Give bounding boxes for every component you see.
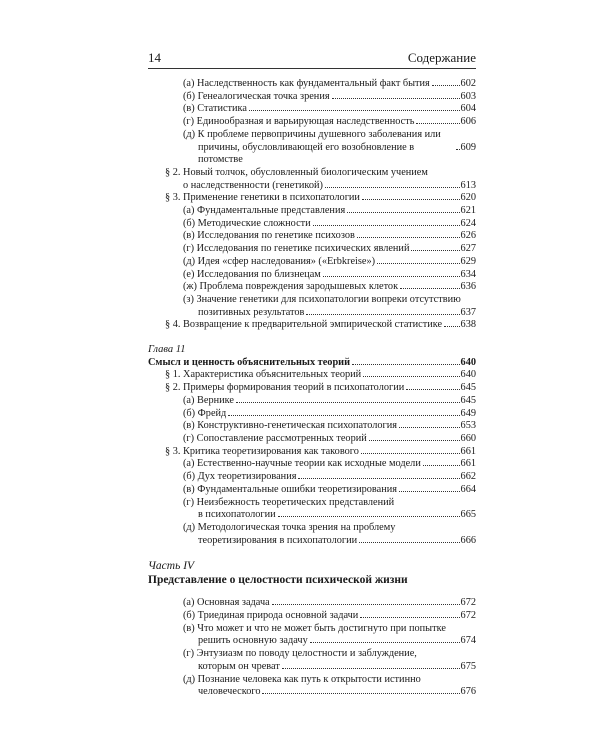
chapter-title: Смысл и ценность объяснительных теорий 640 (148, 356, 476, 368)
part-label: Часть IV (148, 560, 195, 573)
toc-entry: (д) Методологическая точка зрения на проблему теоретизирования в психопатологии 666 (183, 521, 476, 546)
toc-entry: (а) Основная задача 672 (183, 597, 476, 609)
toc-entry: (в) Статистика 604 (183, 103, 476, 115)
toc-entry: (в) Конструктивно-генетическая психопатология 653 (183, 420, 476, 432)
toc-section: § 3. Критика теоретизирования как такового 661 (165, 445, 476, 457)
section-title: Содержание (407, 50, 476, 65)
toc-entry: (ж) Проблема повреждения зародышевых клеток 636 (183, 281, 476, 293)
toc-section: § 2. Примеры формирования теорий в психопатологии 645 (165, 382, 476, 394)
toc-entry: (а) Вернике 645 (183, 394, 476, 406)
header-rule (148, 68, 476, 69)
toc-section: § 4. Возвращение к предварительной эмпирической статистике 638 (165, 319, 476, 331)
page-number: 14 (148, 50, 161, 65)
toc-section: § 3. Применение генетики в психопатологии 620 (165, 192, 476, 204)
table-of-contents (148, 78, 476, 699)
toc-entry: (д) К проблеме первопричины душевного заболевания или причины, обусловливающей его возобновление в потомстве 609 (183, 128, 476, 166)
toc-entry: (а) Наследственность как фундаментальный факт бытия 602 (183, 78, 476, 89)
toc-entry: (д) Идея «сфер наследования» («Erbkreise») 629 (183, 255, 476, 267)
toc-entry: (д) Познание человека как путь к открытости истинно человеческого 676 (183, 673, 476, 698)
toc-entry: (в) Исследования по генетике психозов 626 (183, 230, 476, 242)
toc-entry: (г) Исследования по генетике психических явлений 627 (183, 243, 476, 255)
toc-entry: (а) Естественно-научные теории как исходные модели 661 (183, 458, 476, 470)
toc-entry: (б) Фрейд 649 (183, 407, 476, 419)
toc-entry: (г) Сопоставление рассмотренных теорий 660 (183, 432, 476, 444)
toc-section: § 2. Новый толчок, обусловленный биологическим учением о наследственности (генетикой) 613 (165, 166, 476, 191)
running-head (148, 50, 476, 66)
toc-entry: (г) Энтузиазм по поводу целостности и заблуждение, которым он чреват 675 (183, 648, 476, 672)
toc-entry: (а) Фундаментальные представления 621 (183, 205, 476, 217)
toc-entry: (е) Исследования по близнецам 634 (183, 268, 476, 280)
toc-entry: (г) Неизбежность теоретических представлений в психопатологии 665 (183, 496, 476, 521)
toc-entry: (б) Дух теоретизирования 662 (183, 471, 476, 483)
toc-entry: (б) Триединая природа основной задачи 672 (183, 610, 476, 622)
toc-entry: (г) Единообразная и варьирующая наследственность 606 (183, 116, 476, 128)
toc-entry: (в) Фундаментальные ошибки теоретизирования 664 (183, 483, 476, 495)
toc-entry: (з) Значение генетики для психопатологии вопреки отсутствию позитивных результатов 637 (183, 293, 476, 318)
toc-section: § 1. Характеристика объяснительных теорий 640 (165, 369, 476, 381)
chapter-label: Глава 11 (148, 344, 186, 356)
part-title: Представление о целостности психической жизни (148, 574, 408, 587)
toc-entry: (б) Методические сложности 624 (183, 217, 476, 229)
toc-entry: (в) Что может и что не может быть достигнуто при попытке решить основную задачу 674 (183, 622, 476, 647)
toc-entry: (б) Генеалогическая точка зрения 603 (183, 90, 476, 102)
